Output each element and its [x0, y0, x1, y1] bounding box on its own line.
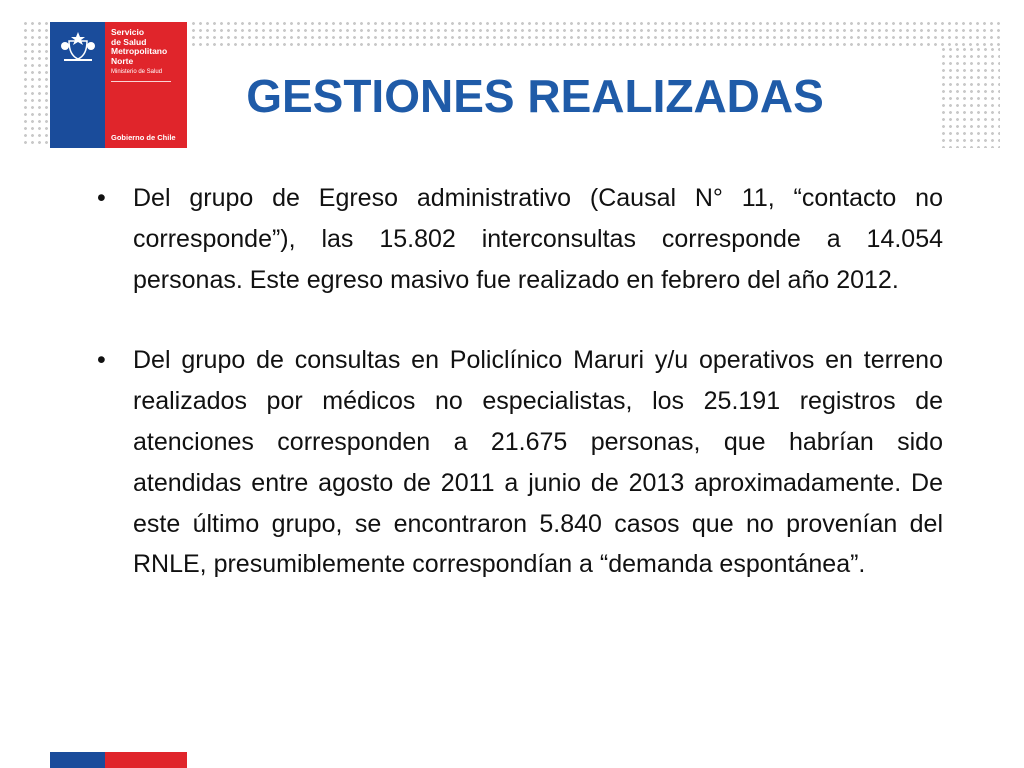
gobierno-logo [50, 22, 187, 148]
dot-pattern-top [190, 20, 1000, 46]
bullet-marker: • [97, 184, 106, 212]
dot-pattern-left [22, 20, 48, 148]
slide-title: GESTIONES REALIZADAS [246, 70, 824, 122]
coat-of-arms-icon [58, 28, 98, 64]
bullet-list [95, 178, 943, 585]
bullet-marker: • [97, 346, 106, 375]
logo-line-3: Metropolitano [111, 46, 168, 56]
logo-government: Gobierno de Chile [111, 133, 176, 142]
bullet-text: Del grupo de Egreso administrativo (Causal N° 11, “contacto no corresponde”), las 15.802 interconsultas corresponde a 14.054 personas. Este egreso masivo fue realizado en febrero del año 2012. [133, 184, 943, 294]
footer-bar-blue [50, 752, 105, 768]
logo-ministry: Ministerio de Salud [111, 69, 163, 75]
footer-bar-red [105, 752, 187, 768]
dot-pattern-right [940, 46, 1000, 148]
logo-divider [111, 81, 171, 82]
logo-red-panel [105, 22, 187, 148]
bullet-text: Del grupo de consultas en Policlínico Maruri y/u operativos en terreno realizados por médicos no especialistas, los 25.191 registros de atenciones corresponden a 21.675 personas, que habrían sido atendidas entre agosto de 2011 a junio de 2013 aproximadamente. De este último grupo, se encontraron 5.840 casos que no provenían del RNLE, presumiblemente correspondían a “demanda espontánea”. [133, 346, 943, 579]
bullet-item [95, 340, 943, 585]
logo-line-2: de Salud [111, 36, 147, 47]
bullet-item [95, 178, 943, 300]
logo-blue-panel [50, 22, 105, 148]
logo-line-4: Norte [111, 55, 134, 66]
footer-flag-bar [50, 752, 187, 768]
logo-line-1: Servicio [111, 27, 145, 37]
